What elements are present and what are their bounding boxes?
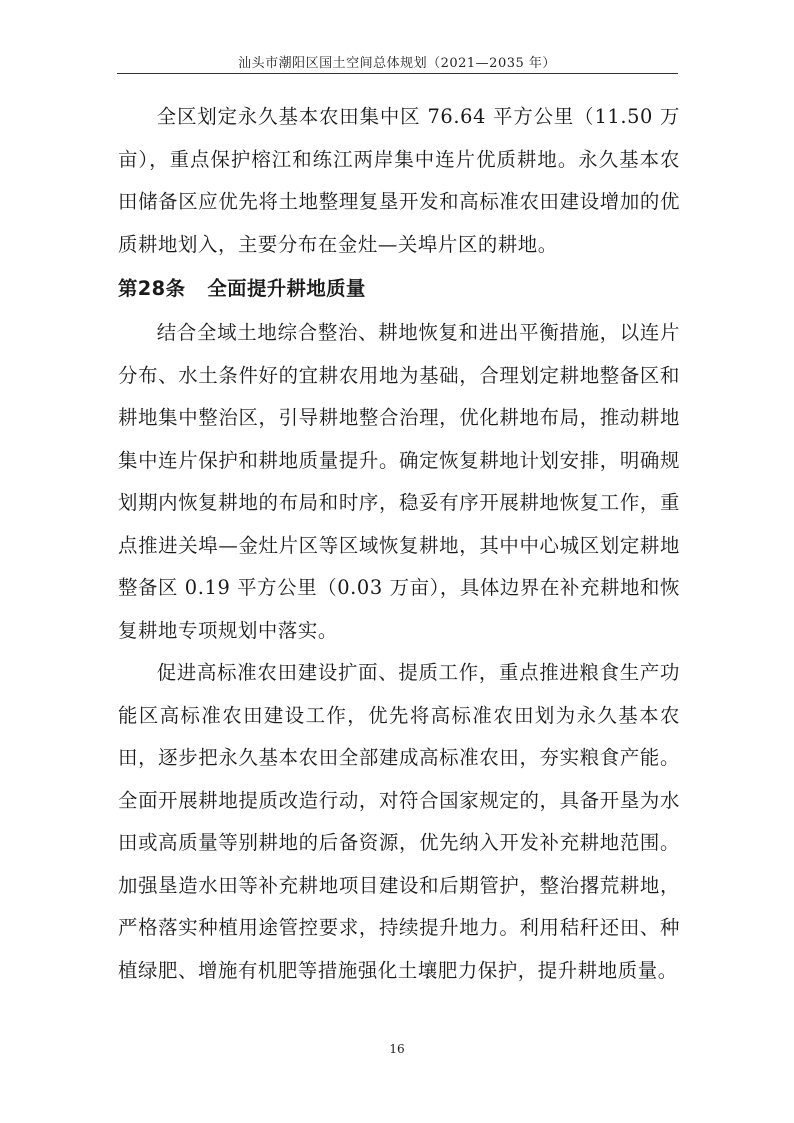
- article-title: 全面提升耕地质量: [207, 277, 366, 300]
- paragraph-high-standard-farmland: 促进高标准农田建设扩面、提质工作，重点推进粮食生产功能区高标准农田建设工作，优先将高标准农田划为永久基本农田，逐步把永久基本农田全部建成高标准农田，夯实粮食产能。全面开展耕地提质改造行动，对符合国家规定的，具备开垦为水田或高质量等别耕地的后备资源，优先纳入开发补充耕地范围。加强垦造水田等补充耕地项目建设和后期管护，整治撂荒耕地，严格落实种植用途管控要求，持续提升地力。利用秸秆还田、种植绿肥、增施有机肥等措施强化土壤肥力保护，提升耕地质量。: [118, 661, 680, 982]
- running-header: 汕头市潮阳区国土空间总体规划（2021—2035 年）: [238, 56, 556, 71]
- document-body: [118, 96, 680, 992]
- paragraph-farmland-concentration: 全区划定永久基本农田集中区 76.64 平方公里（11.50 万亩），重点保护榕江和练江两岸集中连片优质耕地。永久基本农田储备区应优先将土地整理复垦开发和高标准农田建设增加的优质耕地划入，主要分布在金灶—关埠片区的耕地。: [118, 105, 680, 256]
- article-heading: [118, 266, 680, 312]
- paragraph-farmland-restoration: 结合全域土地综合整治、耕地恢复和进出平衡措施，以连片分布、水土条件好的宜耕农用地为基础，合理划定耕地整备区和耕地集中整治区，引导耕地整合治理，优化耕地布局，推动耕地集中连片保护和耕地质量提升。确定恢复耕地计划安排，明确规划期内恢复耕地的布局和时序，稳妥有序开展耕地恢复工作，重点推进关埠—金灶片区等区域恢复耕地，其中中心城区划定耕地整备区 0.19 平方公里（0.03 万亩），具体边界在补充耕地和恢复耕地专项规划中落实。: [118, 321, 680, 642]
- page-number: 16: [389, 1042, 405, 1056]
- header-divider: [117, 73, 678, 74]
- article-number: 第28条: [118, 277, 186, 300]
